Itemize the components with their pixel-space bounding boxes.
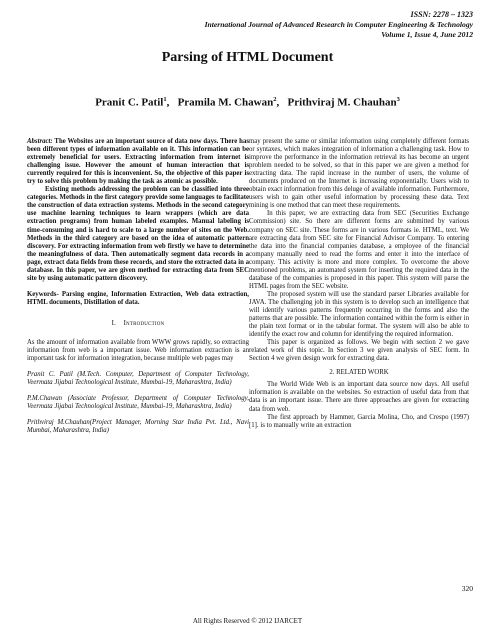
abstract [27,138,249,186]
author-2-mark: 2 [273,96,277,103]
abstract-lead: Abstract: [27,138,53,145]
copyright-footer: All Rights Reserved © 2012 IJARCET [192,617,303,625]
issn-line: ISSN: 2278 – 1323 [410,10,473,19]
affiliation-3: Prithviraj M.Chauhan(Project Manager, Morning Star India Pvt. Ltd., Navi Mumbai, Maharashtra, India) [27,419,249,435]
right-paragraph-2: In this paper, we are extracting data from SEC (Securities Exchange Commission) site. So there are different forms are submitted by various company on SEC site. These forms are in various formats ie. HTML, text. We are extracting data from SEC site for Financial Advisor Company. To entering the data into the financial companies database, a employee of the financial company manually need to read the forms and enter it into the interface of company. This activity is more and more complex. To overcome the above mentioned problems, an automated system for inserting the required data in the database of the companies is proposed in this paper. This system will parse the HTML pages from the SEC website. [249,210,469,290]
affiliation-2: P.M.Chawan (Associate Professor, Department of Computer Technology, Veermata Jijabai Technological Institute, Mumbai-19, Maharashtra, India) [27,395,249,411]
author-3: Prithviraj M. Chauhan [287,96,397,109]
author-list: Pranit C. Patil$^1$, Pramila M. Chawan$^2$, Prithviraj M. Chauhan$^3$ [95,96,400,109]
left-column [27,138,249,435]
volume-issue: Volume 1, Issue 4, June 2012 [381,30,473,39]
journal-name: International Journal of Advanced Research in Computer Engineering & Technology [204,20,473,29]
right-paragraph-4: This paper is organized as follows. We begin with section 2 we gave related work of this topic. In Section 3 we given analysis of SEC form. In Section 4 we given design work for extracting data. [249,339,469,363]
author-3-mark: 3 [396,96,400,103]
affiliation-1: Pranit C. Patil (M.Tech. Computer, Department of Computer Technology, Veermata Jijabai Technological Institute, Mumbai-19, Maharashtra, India) [27,371,249,387]
right-paragraph-1: may present the same or similar information using completely different formats or syntaxes, which makes integration of information a challenging task. How to improve the performance in the information retrieval its has become an urgent problem needed to be solved, so that in this paper we are given a method for extracting data. The rapid increase in the number of users, the volume of documents produced on the Internet is increasing exponentially. Users wish to obtain exact information from this deluge of available information. Furthermore, users wish to gain other useful information by processing these data. Text mining is one method that can meet these requirements. [249,138,469,210]
section-title: Introduction [123,319,165,327]
author-2: Pramila M. Chawan [177,96,274,109]
intro-paragraph: As the amount of information available from WWW grows rapidly, so extracting information from web is a important issue. Web information extraction is an important task for information integration, because multiple web pages may [27,338,249,363]
right-column [249,138,469,430]
section-number: I. [111,319,116,327]
paper-title: Parsing of HTML Document [161,50,334,65]
page-number: 320 [461,584,473,593]
section-heading-introduction [27,320,249,328]
keywords: Keywords- Parsing engine, Information Extraction, Web data extraction, HTML documents, Distillation of data. [27,290,249,306]
abstract-text: The Websites are an important source of data now days. There has been different types of information available on it. This information can be extremely beneficial for users. Extracting information from internet is challenging issue. However the amount of human interaction that is currently required for this is inconvenient. So, the objective of this paper is try to solve this problem by making the task as atomic as possible. [27,138,249,186]
section-heading-related-work: 2. RELATED WORK [329,369,389,377]
author-1: Pranit C. Patil [95,96,164,109]
abstract-paragraph-2: Existing methods addressing the problem can be classified into three categories. Methods in the first category provide some languages to facilitate the construction of data extraction systems. Methods in the second category use machine learning techniques to learn wrappers (which are data extraction programs) from human labeled examples. Manual labeling is time-consuming and is hard to scale to a large number of sites on the Web. Methods in the third category are based on the idea of automatic pattern discovery. For extracting information from web firstly we have to determine the meaningfulness of data. Then automatically segment data records in a page, extract data fields from these records, and store the extracted data in a database. In this paper, we are given method for extracting data from SEC site by using automatic pattern discovery. [27,186,249,282]
right-paragraph-3: The proposed system will use the standard parser Libraries available for JAVA. The challenging job in this system is to develop such an intelligence that will identify various patterns frequently occurring in the forms and also the patterns that are possible. The information contained within the form is either in the plain text format or in the tabular format. The system will also be able to identify the exact row and column for identifying the required information. [249,290,469,339]
right-paragraph-6: The first approach by Hammer, Garcia Molina, Cho, and Crespo (1997) [1]. is to manually write an extraction [249,413,469,429]
author-1-mark: 1 [163,96,167,103]
right-paragraph-5: The World Wide Web is an important data source now days. All useful information is available on the websites. So extraction of useful data from that data is an important issue. There are three approaches are given for extracting data from web. [249,381,469,413]
